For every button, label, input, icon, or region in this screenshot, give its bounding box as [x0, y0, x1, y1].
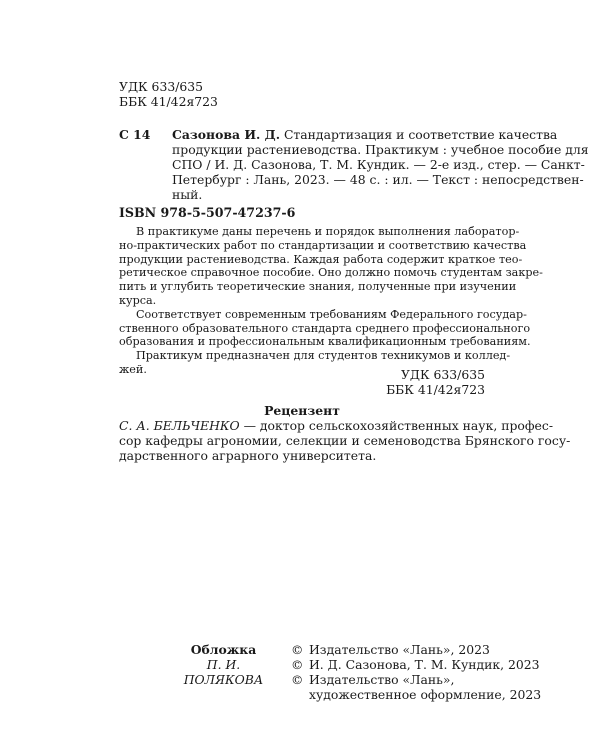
udk-code: УДК 633/635 — [400, 367, 485, 382]
annotation-paragraph: Соответствует современным требованиям Федерального государ- ственного образовательного стандарта среднего профессионального образования и профессиональным квалификационным требованиям. — [119, 307, 531, 349]
udk-bbk-footer — [386, 367, 485, 397]
bbk-code: ББК 41/42я723 — [386, 382, 485, 397]
cover-credit — [176, 642, 271, 687]
udk-code: УДК 633/635 — [119, 79, 204, 94]
bibliographic-record — [172, 127, 589, 202]
copyright-icon: © — [291, 657, 304, 672]
udk-bbk-header — [119, 79, 218, 109]
copyright-block: © Издательство «Лань», 2023 © И. Д. Сазонова, Т. М. Кундик, 2023 © Издательство «Лань», художественное оформление, 2023 — [291, 642, 542, 702]
biblio-line: Стандартизация и соответствие качества — [280, 127, 558, 142]
annotation — [119, 225, 543, 377]
cover-artist: П. И. ПОЛЯКОВА — [183, 657, 264, 687]
catalog-code: С 14 — [119, 127, 151, 142]
reviewer-info: С. А. БЕЛЬЧЕНКО — доктор сельскохозяйственных наук, профес- сор кафедры агрономии, селекции и семеноводства Брянского госу- дарственного аграрного университета. — [119, 418, 571, 463]
reviewer-heading: Рецензент — [264, 403, 340, 418]
annotation-paragraph: Практикум предназначен для студентов техникумов и коллед- жей. — [119, 349, 511, 376]
isbn: ISBN 978-5-507-47237-6 — [119, 205, 296, 220]
biblio-line: ный. — [172, 187, 203, 202]
bbk-code: ББК 41/42я723 — [119, 94, 218, 109]
copyright-icon: © — [291, 672, 304, 687]
copyright-icon: © — [291, 642, 304, 657]
biblio-line: продукции растениеводства. Практикум : учебное пособие для — [172, 142, 589, 157]
reviewer-name: С. А. БЕЛЬЧЕНКО — [119, 418, 240, 433]
author-name: Сазонова И. Д. — [172, 127, 281, 142]
biblio-line: СПО / И. Д. Сазонова, Т. М. Кундик. — 2-е изд., стер. — Санкт- — [172, 157, 585, 172]
cover-label: Обложка — [190, 642, 257, 657]
annotation-paragraph: В практикуме даны перечень и порядок выполнения лаборатор- но-практических работ по стандартизации и соответствию качества продукции растениеводства. Каждая работа содержит краткое тео- ретическое справочное пособие. Оно должно помочь студентам закре- пить и углубить теоретические знания, полученные при изучении курса. — [119, 225, 543, 307]
biblio-line: Петербург : Лань, 2023. — 48 с. : ил. — Текст : непосредствен- — [172, 172, 584, 187]
